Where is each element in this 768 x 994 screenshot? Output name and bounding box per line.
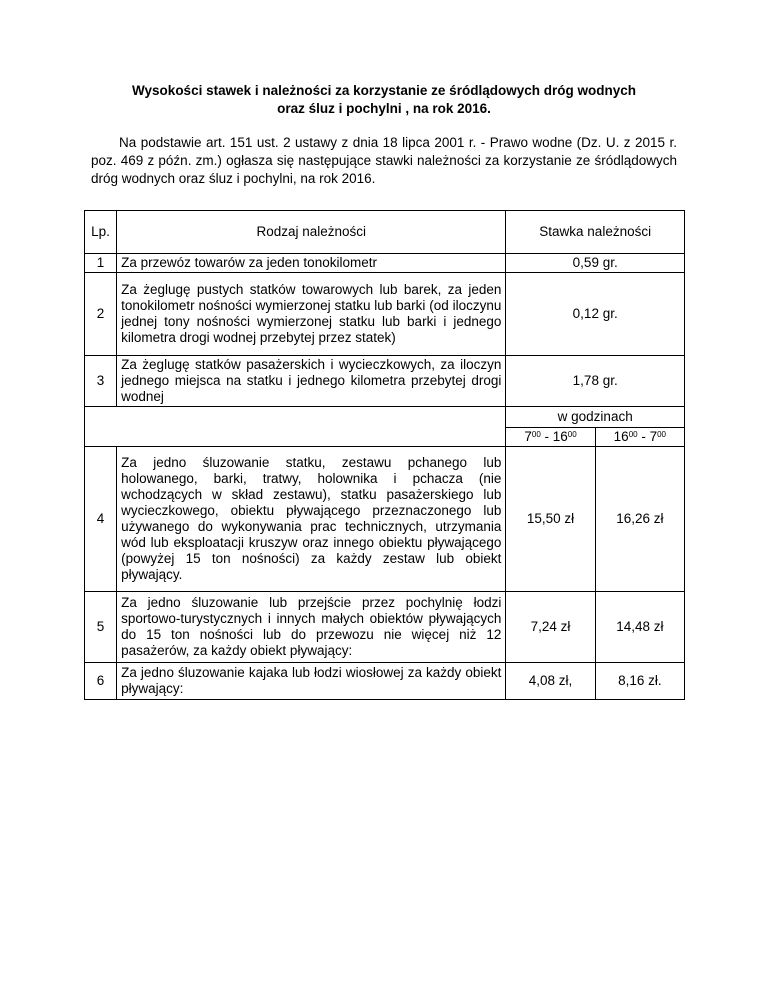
row-desc: Za jedno śluzowanie statku, zestawu pchanego lub holowanego, barki, tratwy, holownika i pchacza (nie wchodzących w skład zestawu), statku pasażerskiego lub wycieczkowego, obiektu pływającego przeznaczonego lub używanego do wykonywania prac technicznych, utrzymania wód lub eksploatacji kruszyw oraz innego obiektu pływającego (powyżej 15 ton nośności) za każdy zestaw lub obiekt pływający. [117, 447, 506, 592]
row-lp: 2 [85, 273, 117, 356]
hours-day-end: - 16 [540, 429, 568, 444]
row-rate-day: 7,24 zł [506, 592, 595, 663]
row-lp: 3 [85, 356, 117, 407]
table-row [85, 254, 685, 273]
table-row [85, 273, 685, 356]
row-desc: Za jedno śluzowanie kajaka lub łodzi wiosłowej za każdy obiekt pływający: [117, 663, 506, 700]
row-desc: Za żeglugę pustych statków towarowych lub barek, za jeden tonokilometr nośności wymierzonej statku lub barki (od iloczynu jednej tony nośności wymierzonej statku lub barki i jednego kilometra drogi wodnej przebytej przez statek) [117, 273, 506, 356]
row-rate: 0,12 gr. [506, 273, 685, 356]
header-rate: Stawka należności [506, 211, 685, 254]
hours-day-start-min: 00 [531, 430, 541, 439]
table-header-row [85, 211, 685, 254]
table-row [85, 447, 685, 592]
hours-label: w godzinach [506, 407, 685, 428]
hours-day-end-min: 00 [567, 430, 577, 439]
row-rate-day: 15,50 zł [506, 447, 595, 592]
row-rate-night: 16,26 zł [595, 447, 684, 592]
intro-text: Na podstawie art. 151 ust. 2 ustawy z dnia 18 lipca 2001 r. - Prawo wodne (Dz. U. z 2015 r. poz. 469 z późn. zm.) ogłasza się następujące stawki należności za korzystanie ze śródlądowych dróg wodnych oraz śluz i pochylni, na rok 2016. [91, 135, 677, 186]
header-type: Rodzaj należności [117, 211, 506, 254]
title-line-2: oraz śluz i pochylni , na rok 2016. [277, 101, 491, 116]
hours-day-start: 7 [524, 429, 532, 444]
hours-blank-cell [85, 407, 506, 447]
row-lp: 1 [85, 254, 117, 273]
row-desc: Za jedno śluzowanie lub przejście przez pochylnię łodzi sportowo-turystycznych i innych małych obiektów pływających do 15 ton nośności lub do przewozu nie więcej niż 12 pasażerów, za każdy obiekt pływający: [117, 592, 506, 663]
title-line-1: Wysokości stawek i należności za korzystanie ze śródlądowych dróg wodnych [132, 83, 636, 98]
hours-day [506, 428, 595, 447]
hours-night-start: 16 [613, 429, 629, 444]
row-rate-night: 14,48 zł [595, 592, 684, 663]
table-row [85, 592, 685, 663]
row-lp: 5 [85, 592, 117, 663]
header-lp: Lp. [85, 211, 117, 254]
intro-paragraph [91, 134, 677, 188]
hours-label-row [85, 407, 685, 428]
table-row [85, 663, 685, 700]
row-rate-day: 4,08 zł, [506, 663, 595, 700]
hours-night-end: - 7 [637, 429, 658, 444]
document-title [60, 82, 708, 118]
row-desc: Za żeglugę statków pasażerskich i wycieczkowych, za iloczyn jednego miejsca na statku i jednego kilometra przebytej drogi wodnej [117, 356, 506, 407]
row-desc: Za przewóz towarów za jeden tonokilometr [117, 254, 506, 273]
row-lp: 4 [85, 447, 117, 592]
row-rate-night: 8,16 zł. [595, 663, 684, 700]
hours-night-start-min: 00 [628, 430, 638, 439]
row-rate: 1,78 gr. [506, 356, 685, 407]
hours-night-end-min: 00 [657, 430, 667, 439]
row-rate: 0,59 gr. [506, 254, 685, 273]
row-lp: 6 [85, 663, 117, 700]
rates-table [84, 210, 685, 700]
hours-night [595, 428, 684, 447]
table-row [85, 356, 685, 407]
